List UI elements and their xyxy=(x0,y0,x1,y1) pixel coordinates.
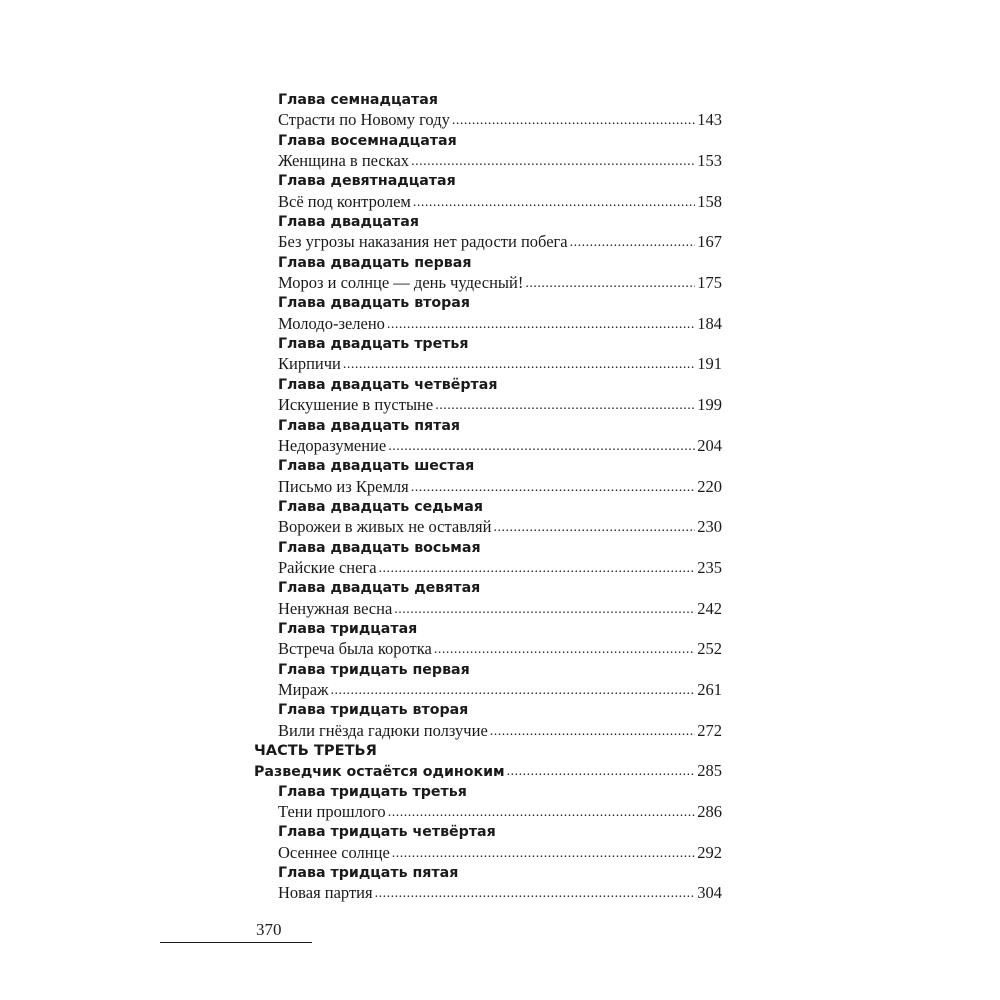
toc-entry xyxy=(254,843,722,863)
entry-title: Ворожеи в живых не оставляй xyxy=(278,517,492,537)
entry-title: Без угрозы наказания нет радости побега xyxy=(278,232,568,252)
toc-entry xyxy=(254,680,722,700)
toc-entry xyxy=(254,192,722,212)
toc-entry xyxy=(254,314,722,334)
entry-page-number: 286 xyxy=(697,802,722,822)
chapter-heading: Глава двадцать пятая xyxy=(278,417,461,434)
dot-leader xyxy=(387,313,695,335)
table-of-contents xyxy=(254,90,722,904)
entry-title: Встреча была коротка xyxy=(278,639,432,659)
toc-entry xyxy=(254,273,722,293)
chapter-heading: Глава тридцать пятая xyxy=(278,865,459,882)
dot-leader xyxy=(490,720,695,742)
entry-title: Женщина в песках xyxy=(278,151,410,171)
dot-leader xyxy=(388,801,696,823)
toc-entry xyxy=(254,395,722,415)
entry-title: Недоразумение xyxy=(278,435,387,455)
dot-leader xyxy=(570,231,696,253)
entry-page-number: 235 xyxy=(697,557,722,577)
toc-entry xyxy=(254,883,722,903)
entry-page-number: 191 xyxy=(697,354,722,374)
chapter-heading: Глава восемнадцатая xyxy=(278,132,457,149)
entry-page-number: 292 xyxy=(697,842,722,862)
entry-title: Тени прошлого xyxy=(278,802,386,822)
part-title-entry xyxy=(254,761,722,781)
entry-page-number: 304 xyxy=(697,883,722,903)
dot-leader xyxy=(435,394,695,416)
entry-page-number: 204 xyxy=(697,435,722,455)
toc-entry xyxy=(254,232,722,252)
dot-leader xyxy=(507,761,696,782)
entry-page-number: 220 xyxy=(697,476,722,496)
toc-entry xyxy=(254,110,722,130)
entry-title: Разведчик остаётся одиноким xyxy=(254,764,505,781)
entry-title: Мираж xyxy=(278,679,329,699)
dot-leader xyxy=(434,638,695,660)
toc-entry xyxy=(254,639,722,659)
dot-leader xyxy=(379,557,696,579)
chapter-heading: Глава двадцать восьмая xyxy=(278,539,481,556)
toc-entry xyxy=(254,151,722,171)
chapter-heading: Глава двадцать девятая xyxy=(278,580,481,597)
part-heading: ЧАСТЬ ТРЕТЬЯ xyxy=(254,742,377,759)
chapter-heading: Глава тридцать четвёртая xyxy=(278,824,496,841)
chapter-heading: Глава двадцать шестая xyxy=(278,458,475,475)
chapter-heading: Глава двадцать первая xyxy=(278,254,472,271)
toc-entry xyxy=(254,721,722,741)
entry-page-number: 230 xyxy=(697,517,722,537)
dot-leader xyxy=(411,150,695,172)
entry-title: Осеннее солнце xyxy=(278,842,390,862)
chapter-heading: Глава тридцать вторая xyxy=(278,702,469,719)
chapter-heading: Глава двадцатая xyxy=(278,214,419,231)
entry-page-number: 153 xyxy=(697,151,722,171)
footer-rule xyxy=(160,942,312,943)
chapter-heading: Глава двадцать четвёртая xyxy=(278,376,498,393)
dot-leader xyxy=(330,679,695,701)
entry-page-number: 199 xyxy=(697,395,722,415)
toc-entry xyxy=(254,802,722,822)
entry-page-number: 242 xyxy=(697,598,722,618)
dot-leader xyxy=(452,109,695,131)
entry-title: Новая партия xyxy=(278,883,373,903)
dot-leader xyxy=(493,516,695,538)
toc-entry xyxy=(254,517,722,537)
toc-entry xyxy=(254,477,722,497)
dot-leader xyxy=(394,598,695,620)
entry-page-number: 175 xyxy=(697,273,722,293)
entry-title: Искушение в пустыне xyxy=(278,395,434,415)
chapter-heading: Глава тридцатая xyxy=(278,620,418,637)
chapter-heading: Глава девятнадцатая xyxy=(278,173,456,190)
entry-title: Райские снега xyxy=(278,557,377,577)
entry-page-number: 285 xyxy=(697,761,722,781)
entry-title: Ненужная весна xyxy=(278,598,393,618)
dot-leader xyxy=(392,842,695,864)
toc-entry xyxy=(254,599,722,619)
chapter-heading: Глава тридцать третья xyxy=(278,783,467,800)
dot-leader xyxy=(343,353,695,375)
entry-page-number: 272 xyxy=(697,720,722,740)
dot-leader xyxy=(411,476,696,498)
toc-entry xyxy=(254,354,722,374)
chapter-heading: Глава семнадцатая xyxy=(278,92,438,108)
entry-title: Кирпичи xyxy=(278,354,341,374)
entry-page-number: 184 xyxy=(697,313,722,333)
chapter-heading: Глава двадцать вторая xyxy=(278,295,470,312)
entry-page-number: 252 xyxy=(697,639,722,659)
entry-title: Молодо-зелено xyxy=(278,313,385,333)
entry-title: Страсти по Новому году xyxy=(278,110,450,130)
dot-leader xyxy=(525,272,695,294)
chapter-heading: Глава тридцать первая xyxy=(278,661,470,678)
entry-page-number: 158 xyxy=(697,191,722,211)
chapter-heading: Глава двадцать седьмая xyxy=(278,498,483,515)
chapter-heading: Глава двадцать третья xyxy=(278,336,469,353)
entry-title: Мороз и солнце — день чудесный! xyxy=(278,273,524,293)
entry-page-number: 143 xyxy=(697,110,722,130)
toc-entry xyxy=(254,558,722,578)
entry-page-number: 261 xyxy=(697,679,722,699)
entry-title: Вили гнёзда гадюки ползучие xyxy=(278,720,488,740)
page-number: 370 xyxy=(256,920,282,939)
toc-entry xyxy=(254,436,722,456)
dot-leader xyxy=(413,191,695,213)
entry-page-number: 167 xyxy=(697,232,722,252)
entry-title: Письмо из Кремля xyxy=(278,476,409,496)
entry-title: Всё под контролем xyxy=(278,191,411,211)
dot-leader xyxy=(375,882,696,904)
dot-leader xyxy=(388,435,695,457)
